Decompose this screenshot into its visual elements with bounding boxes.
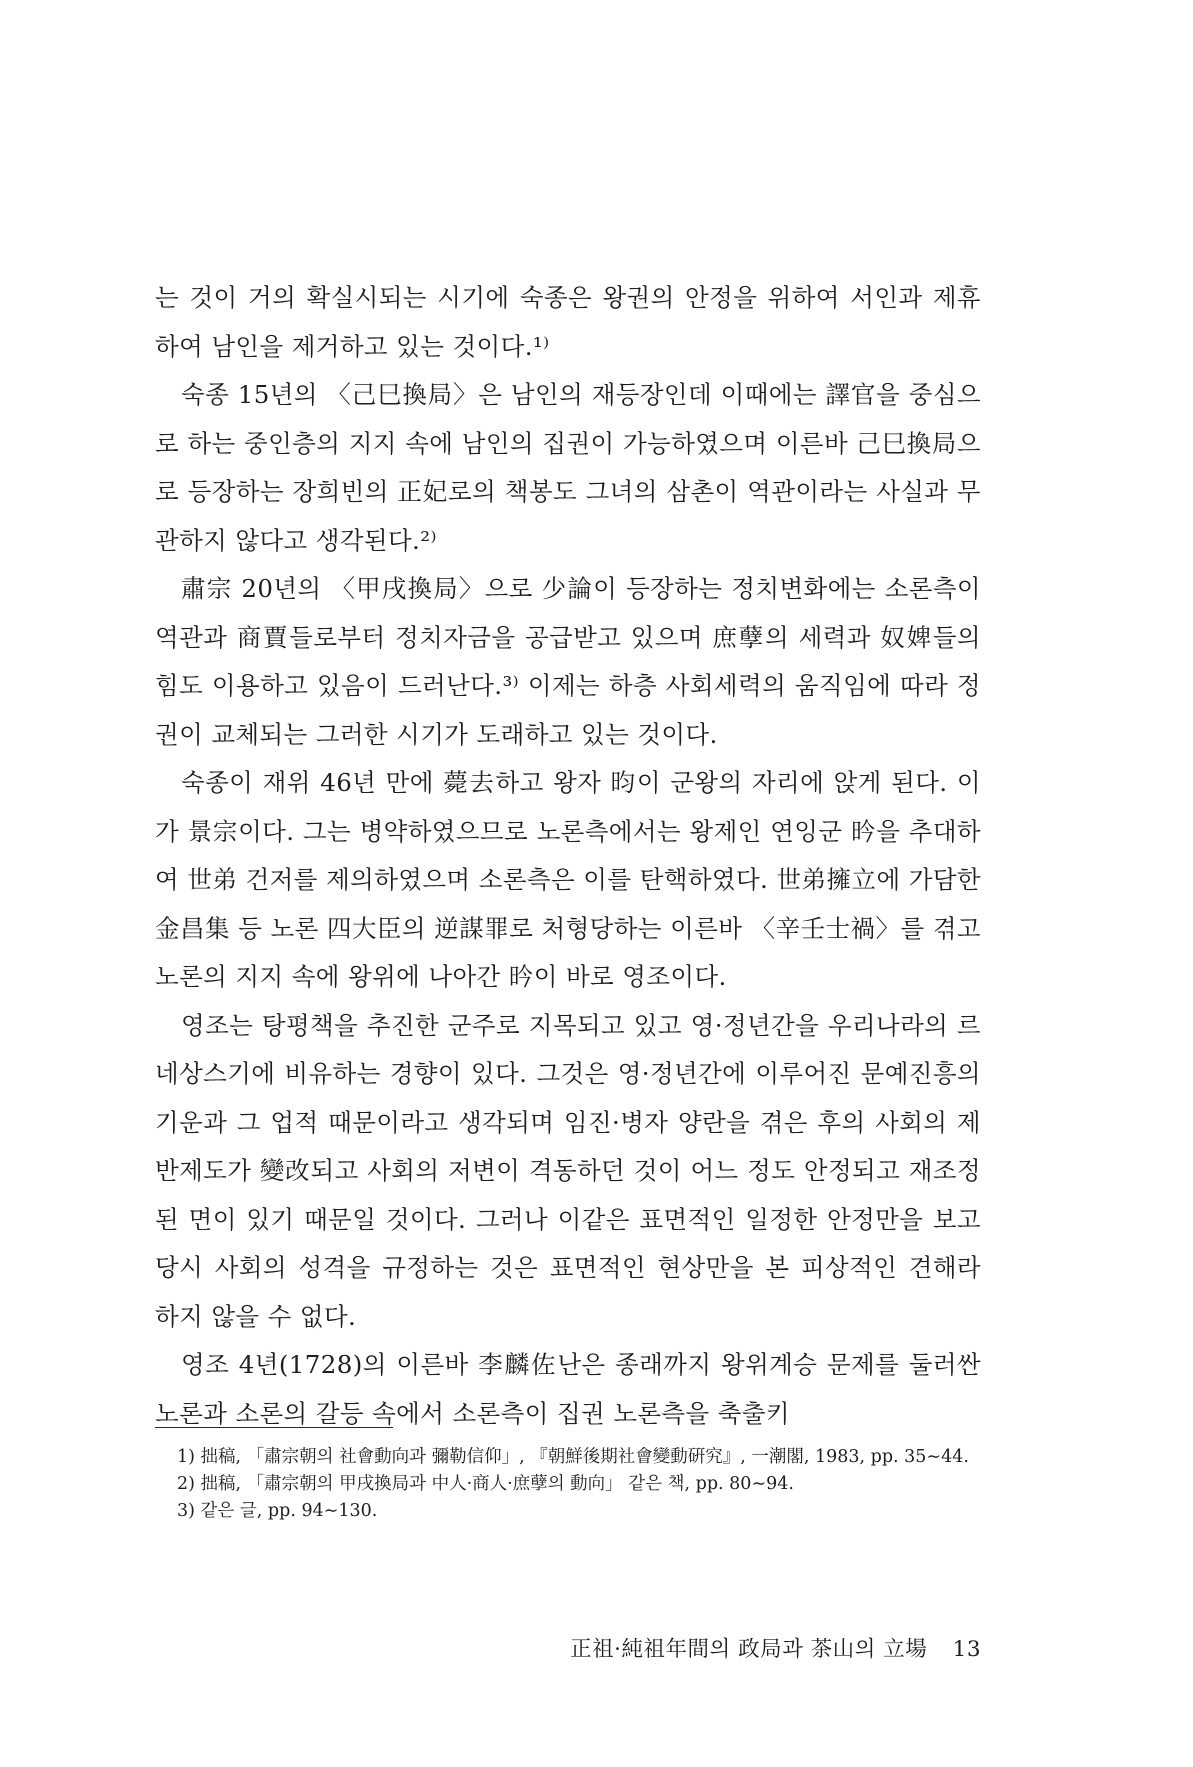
footnote: 1) 拙稿, 「肅宗朝의 社會動向과 彌勒信仰」, 『朝鮮後期社會變動硏究』, 一潮閣, 1983, pp. 35∼44.	[177, 1447, 969, 1467]
footnote: 2) 拙稿, 「肅宗朝의 甲戌換局과 中人·商人·庶孽의 動向」 같은 책, pp. 80∼94.	[177, 1474, 794, 1494]
paragraph: 숙종 15년의 〈己巳換局〉은 남인의 재등장인데 이때에는 譯官을 중심으로 하는 중인층의 지지 속에 남인의 집권이 가능하였으며 이른바 己巳換局으로 등장하는 장희빈의 正妃로의 책봉도 그녀의 삼촌이 역관이라는 사실과 무관하지 않다고 생각된다.²⁾	[155, 380, 981, 555]
footnote: 3) 같은 글, pp. 94∼130.	[177, 1501, 378, 1521]
paragraph: 숙종이 재위 46년 만에 薨去하고 왕자 昀이 군왕의 자리에 앉게 된다. 이가 景宗이다. 그는 병약하였으므로 노론측에서는 왕제인 연잉군 昑을 추대하여 世弟 건저를 제의하였으며 소론측은 이를 탄핵하였다. 世弟擁立에 가담한 金昌集 등 노론 四大臣의 逆謀罪로 처형당하는 이른바 〈辛壬士禍〉를 겪고 노론의 지지 속에 왕위에 나아간 昑이 바로 영조이다.	[155, 768, 981, 991]
footnote-divider	[155, 1427, 393, 1428]
paragraph: 영조 4년(1728)의 이른바 李麟佐난은 종래까지 왕위계승 문제를 둘러싼 노론과 소론의 갈등 속에서 소론측이 집권 노론측을 축출키	[155, 1350, 981, 1428]
running-title: 正祖·純祖年間의 政局과 茶山의 立場	[570, 1637, 928, 1662]
paragraph: 肅宗 20년의 〈甲戌換局〉으로 少論이 등장하는 정치변화에는 소론측이 역관과 商賈들로부터 정치자금을 공급받고 있으며 庶孽의 세력과 奴婢들의 힘도 이용하고 있음이 드러난다.³⁾ 이제는 하층 사회세력의 움직임에 따라 정권이 교체되는 그러한 시기가 도래하고 있는 것이다.	[155, 574, 981, 749]
running-footer	[570, 1632, 981, 1663]
paragraph: 는 것이 거의 확실시되는 시기에 숙종은 왕권의 안정을 위하여 서인과 제휴하여 남인을 제거하고 있는 것이다.¹⁾	[155, 283, 981, 361]
footnotes	[177, 1444, 977, 1525]
body-text	[155, 274, 981, 1438]
paragraph: 영조는 탕평책을 추진한 군주로 지목되고 있고 영·정년간을 우리나라의 르네상스기에 비유하는 경향이 있다. 그것은 영·정년간에 이루어진 문예진흥의 기운과 그 업적 때문이라고 생각되며 임진·병자 양란을 겪은 후의 사회의 제반제도가 變改되고 사회의 저변이 격동하던 것이 어느 정도 안정되고 재조정된 면이 있기 때문일 것이다. 그러나 이같은 표면적인 일정한 안정만을 보고 당시 사회의 성격을 규정하는 것은 표면적인 현상만을 본 피상적인 견해라 하지 않을 수 없다.	[155, 1010, 981, 1331]
page-number: 13	[952, 1637, 981, 1662]
